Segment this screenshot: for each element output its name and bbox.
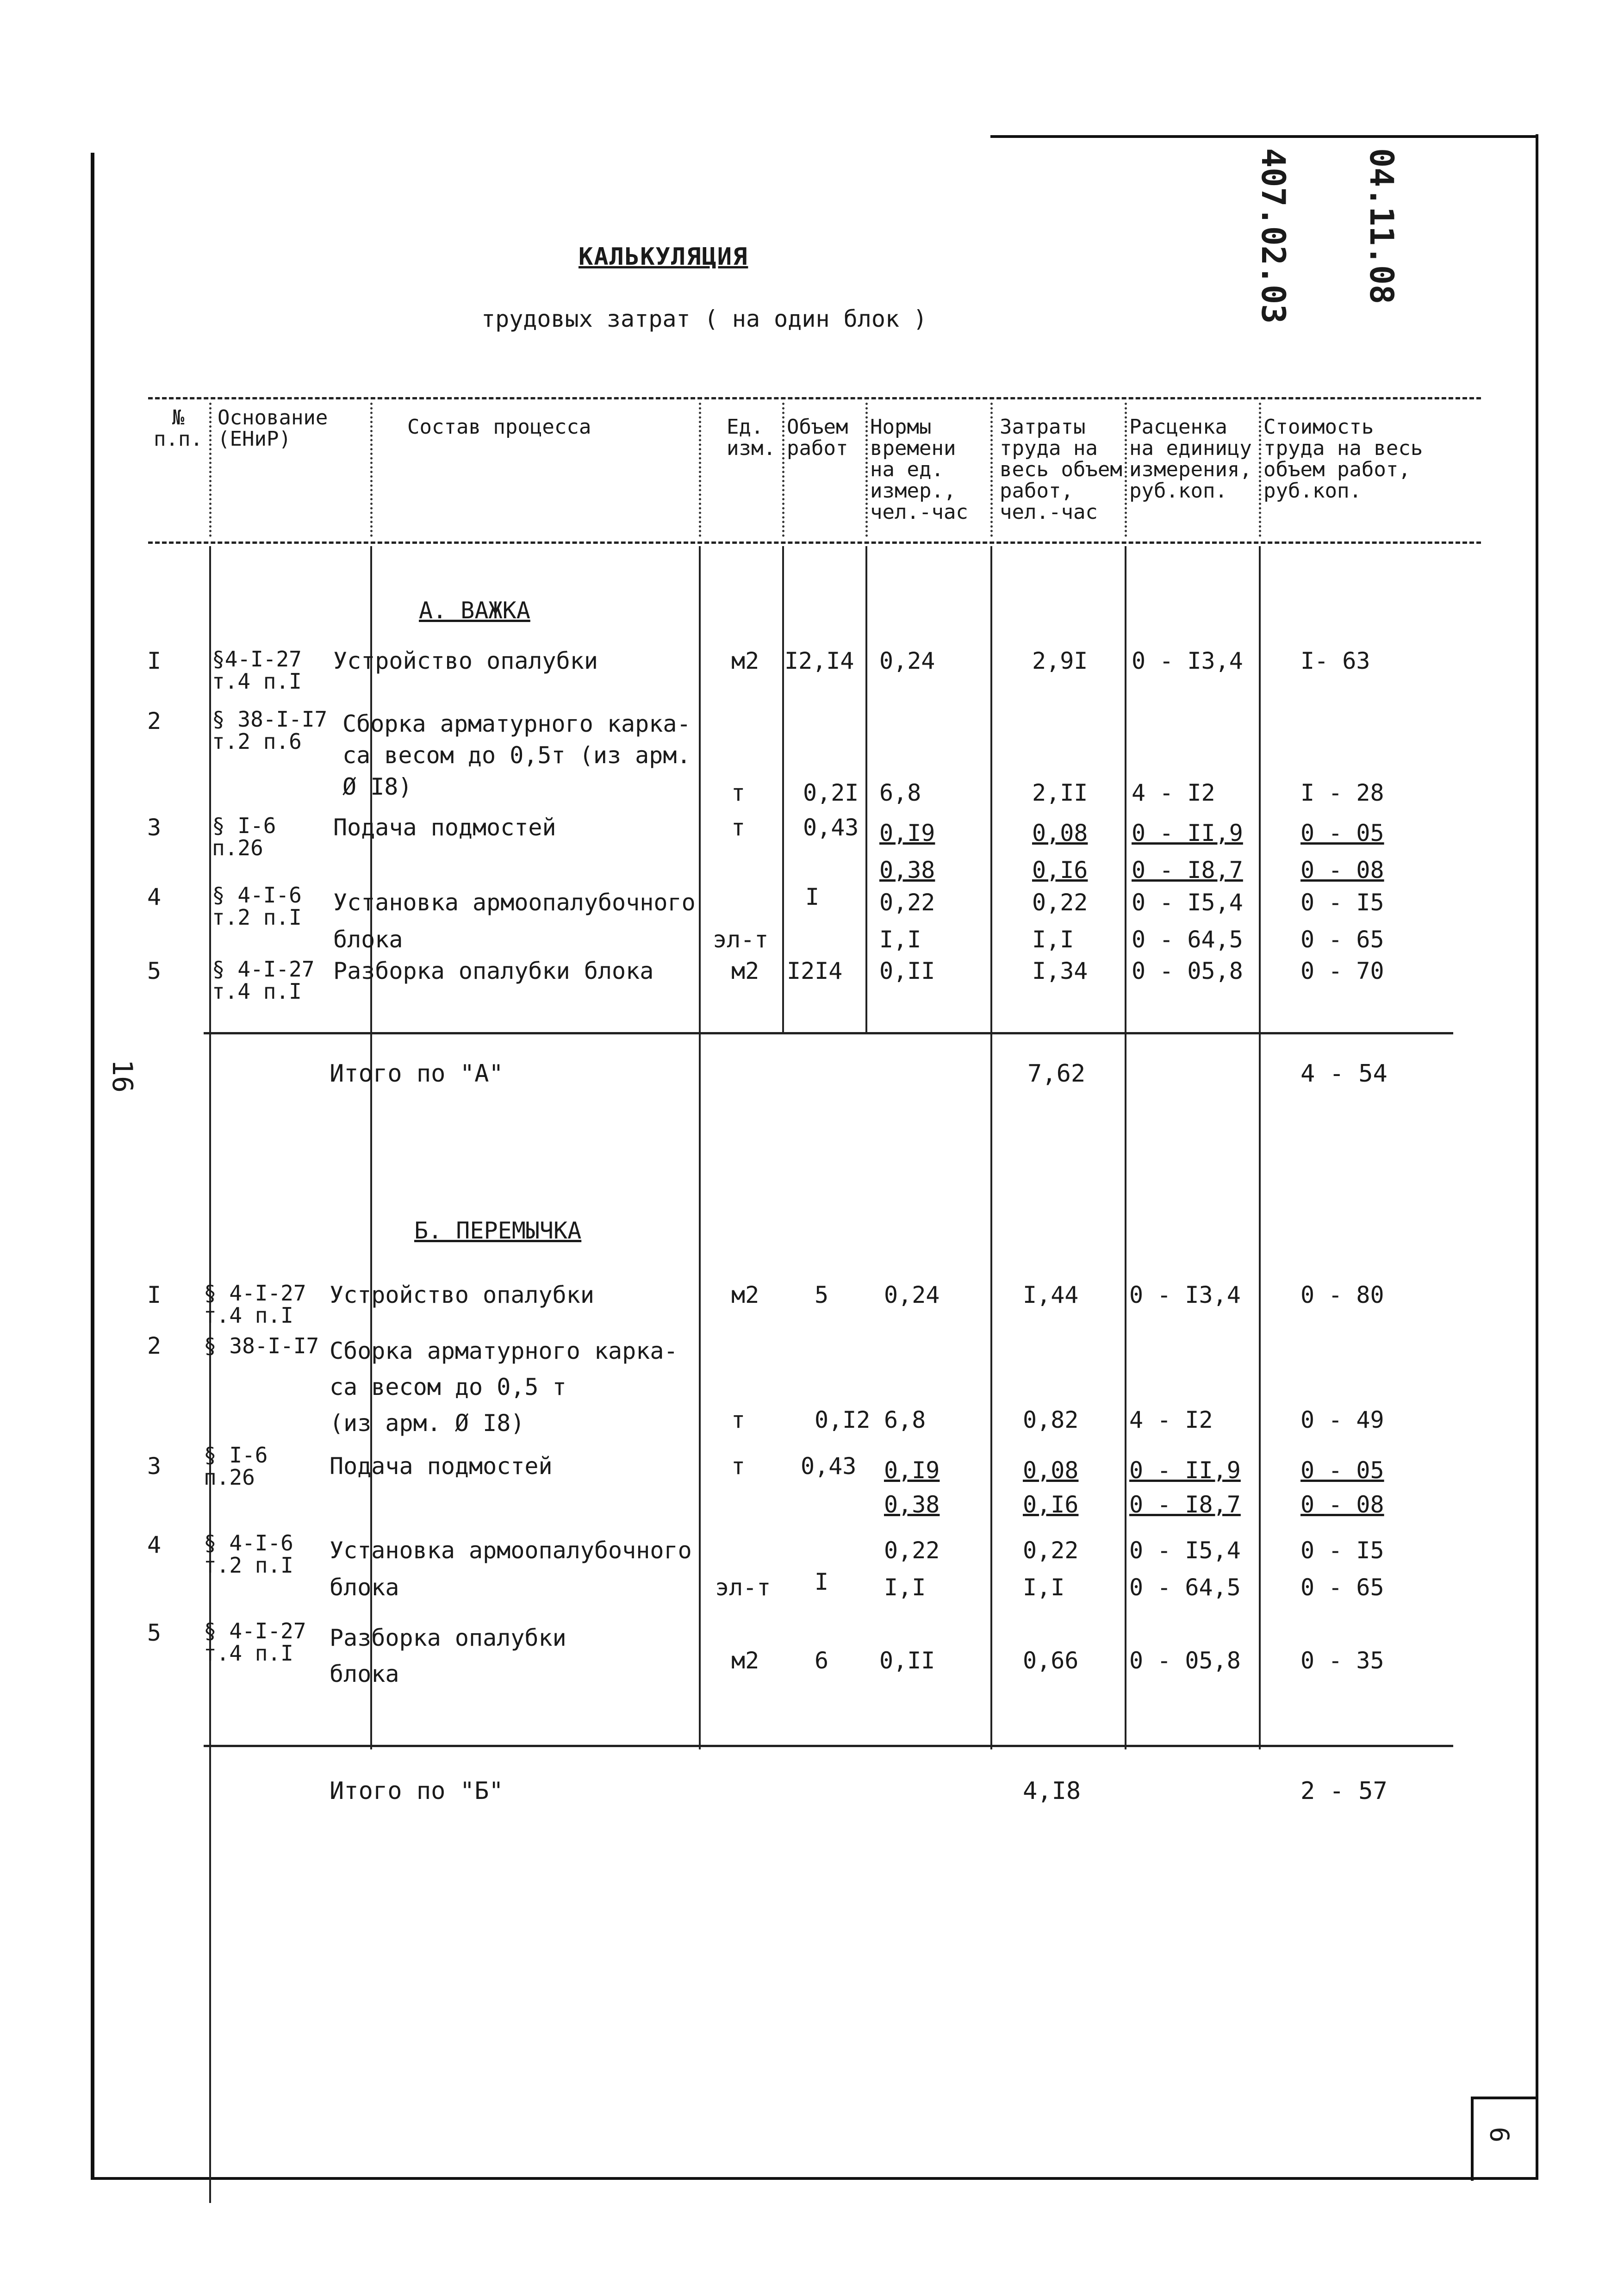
header-cost: Стоимость труда на весь объем работ, руб.коп. — [1263, 415, 1423, 503]
b-row4-basis: § 4-I-6 т.2 п.I — [204, 1531, 293, 1578]
a-row5-volume: I2I4 — [787, 958, 843, 984]
b-row2-norm: 6,8 — [884, 1406, 926, 1433]
a-row3-cost: 0 - 05 0 - 08 — [1300, 820, 1384, 884]
b-row3-basis: § I-6 п.26 — [204, 1443, 268, 1490]
section-b-total-line — [204, 1745, 1453, 1747]
b-row4-num: 4 — [147, 1531, 162, 1558]
a-row5-labor: I,34 — [1032, 958, 1088, 984]
a-row4-norm: 0,22 I,I — [879, 889, 935, 953]
header-separator — [865, 403, 868, 537]
b-row5-labor: 0,66 — [1023, 1647, 1079, 1674]
b-row1-process: Устройство опалубки — [330, 1282, 594, 1308]
header-separator — [209, 403, 212, 537]
b-row1-basis: § 4-I-27 т.4 п.I — [204, 1281, 306, 1328]
b-row2-rate: 4 - I2 — [1129, 1406, 1213, 1433]
header-separator — [782, 403, 784, 537]
a-row1-unit: м2 — [731, 647, 759, 674]
frame-top-border — [990, 135, 1538, 138]
b-row1-norm: 0,24 — [884, 1282, 940, 1308]
side-page-number: 16 — [106, 1059, 139, 1093]
a-row4-process: Установка армоопалубочного блока — [333, 889, 696, 953]
b-row2-cost: 0 - 49 — [1300, 1406, 1384, 1433]
header-rate: Расценка на единицу измерения, руб.коп. — [1129, 415, 1252, 503]
frame-bottom-border — [91, 2177, 1538, 2180]
a-row2-process: Сборка арматурного карка- са весом до 0,5т (из арм. Ø I8) — [342, 710, 691, 800]
a-row2-unit: т — [731, 779, 746, 806]
b-row3-num: 3 — [147, 1453, 162, 1480]
a-row1-norm: 0,24 — [879, 647, 935, 674]
b-row2-labor: 0,82 — [1023, 1406, 1079, 1433]
b-row3-process: Подача подмостей — [330, 1453, 553, 1480]
a-row1-volume: I2,I4 — [784, 647, 854, 674]
b-row2-unit: т — [731, 1406, 746, 1433]
header-volume: Объем работ — [787, 415, 848, 460]
b-row5-process: Разборка опалубки блока — [330, 1624, 566, 1687]
section-title-b: Б. ПЕРЕМЫЧКА — [414, 1217, 582, 1244]
a-row3-process: Подача подмостей — [333, 814, 556, 841]
b-row5-volume: 6 — [815, 1647, 829, 1674]
b-row5-norm: 0,II — [879, 1647, 935, 1674]
a-row1-basis: §4-I-27 т.4 п.I — [212, 647, 302, 694]
header-bottom-line — [148, 541, 1481, 544]
b-row5-basis: § 4-I-27 т.4 п.I — [204, 1618, 306, 1666]
frame-right-border — [1536, 134, 1538, 2180]
document-code-line-1: 04.11.08 — [1363, 148, 1400, 305]
a-row3-volume: 0,43 — [803, 814, 859, 841]
column-separator — [782, 546, 784, 1032]
frame-left-border — [91, 153, 94, 2180]
a-row5-norm: 0,II — [879, 958, 935, 984]
b-row2-basis: § 38-I-I7 — [204, 1333, 319, 1358]
b-row3-labor: 0,08 0,I6 — [1023, 1457, 1079, 1518]
b-row1-volume: 5 — [815, 1282, 829, 1308]
a-row4-rate: 0 - I5,4 0 - 64,5 — [1132, 889, 1243, 953]
header-basis: Основание (ЕНиР) — [218, 406, 328, 451]
a-row3-labor: 0,08 0,I6 — [1032, 820, 1088, 884]
b-row2-num: 2 — [147, 1332, 162, 1359]
b-row5-num: 5 — [147, 1619, 162, 1646]
section-a-total-labor: 7,62 — [1027, 1060, 1086, 1088]
column-separator — [1259, 546, 1261, 1749]
b-row1-num: I — [147, 1282, 162, 1308]
a-row1-labor: 2,9I — [1032, 647, 1088, 674]
b-row5-cost: 0 - 35 — [1300, 1647, 1384, 1674]
section-a-total-line — [204, 1032, 1453, 1034]
b-row3-norm: 0,I9 0,38 — [884, 1457, 940, 1518]
b-row1-cost: 0 - 80 — [1300, 1282, 1384, 1308]
a-row5-process: Разборка опалубки блока — [333, 958, 654, 984]
a-row2-labor: 2,II — [1032, 779, 1088, 806]
a-row3-num: 3 — [147, 814, 162, 841]
a-row4-cost: 0 - I5 0 - 65 — [1300, 889, 1384, 953]
section-a-total-label: Итого по "А" — [330, 1060, 504, 1088]
a-row2-rate: 4 - I2 — [1132, 779, 1215, 806]
header-num: № п.п. — [154, 406, 203, 451]
a-row5-unit: м2 — [731, 958, 759, 984]
a-row5-rate: 0 - 05,8 — [1132, 958, 1243, 984]
section-b-total-labor: 4,I8 — [1023, 1777, 1081, 1805]
header-separator — [699, 403, 701, 537]
header-top-line — [148, 397, 1481, 399]
b-row5-rate: 0 - 05,8 — [1129, 1647, 1241, 1674]
section-b-total-label: Итого по "Б" — [330, 1777, 504, 1805]
a-row2-volume: 0,2I — [803, 779, 859, 806]
b-row3-unit: т — [731, 1453, 746, 1480]
document-title: КАЛЬКУЛЯЦИЯ — [579, 243, 748, 271]
section-title-a: А. ВАЖКА — [419, 597, 530, 624]
b-row4-norm: 0,22 I,I — [884, 1537, 940, 1601]
b-row4-cost: 0 - I5 0 - 65 — [1300, 1537, 1384, 1601]
b-row1-unit: м2 — [731, 1282, 759, 1308]
a-row1-num: I — [147, 647, 162, 674]
a-row4-basis: § 4-I-6 т.2 п.I — [212, 883, 302, 930]
column-separator — [1125, 546, 1126, 1749]
a-row3-rate: 0 - II,9 0 - I8,7 — [1132, 820, 1243, 884]
column-separator — [209, 546, 211, 2203]
b-row2-volume: 0,I2 — [815, 1406, 871, 1433]
b-row5-unit: м2 — [731, 1647, 759, 1674]
a-row2-basis: § 38-I-I7 т.2 п.6 — [212, 707, 328, 754]
b-row3-cost: 0 - 05 0 - 08 — [1300, 1457, 1384, 1518]
b-row4-unit: эл-т — [715, 1574, 771, 1601]
b-row4-volume: I — [815, 1568, 829, 1595]
header-labor: Затраты труда на весь объем работ, чел.-час — [1000, 415, 1122, 524]
a-row5-basis: § 4-I-27 т.4 п.I — [212, 957, 315, 1004]
a-row5-cost: 0 - 70 — [1300, 958, 1384, 984]
document-subtitle: трудовых затрат ( на один блок ) — [481, 305, 927, 332]
b-row3-volume: 0,43 — [801, 1453, 857, 1480]
a-row1-cost: I- 63 — [1300, 647, 1370, 674]
header-separator — [990, 403, 993, 537]
header-separator — [370, 403, 373, 537]
a-row3-basis: § I-6 п.26 — [212, 813, 276, 860]
a-row2-num: 2 — [147, 708, 162, 734]
b-row2-process: Сборка арматурного карка- са весом до 0,5 т (из арм. Ø I8) — [330, 1338, 678, 1437]
b-row3-rate: 0 - II,9 0 - I8,7 — [1129, 1457, 1241, 1518]
a-row1-process: Устройство опалубки — [333, 647, 598, 674]
page-number: 6 — [1484, 2127, 1514, 2143]
a-row3-unit: т — [731, 814, 746, 841]
column-separator — [699, 546, 701, 1749]
a-row4-volume: I — [805, 884, 820, 910]
header-process: Состав процесса — [407, 415, 591, 439]
header-unit: Ед. изм. — [727, 415, 776, 460]
b-row4-labor: 0,22 I,I — [1023, 1537, 1079, 1601]
b-row1-labor: I,44 — [1023, 1282, 1079, 1308]
a-row1-rate: 0 - I3,4 — [1132, 647, 1243, 674]
header-separator — [1125, 403, 1127, 537]
a-row2-cost: I - 28 — [1300, 779, 1384, 806]
header-separator — [1259, 403, 1261, 537]
a-row4-unit: эл-т — [713, 926, 769, 953]
b-row1-rate: 0 - I3,4 — [1129, 1282, 1241, 1308]
column-separator — [865, 546, 867, 1032]
document-code — [1183, 148, 1472, 324]
a-row4-labor: 0,22 I,I — [1032, 889, 1088, 953]
a-row5-num: 5 — [147, 958, 162, 984]
b-row4-process: Установка армоопалубочного блока — [330, 1537, 692, 1601]
header-norm: Нормы времени на ед. измер., чел.-час — [870, 415, 968, 524]
section-a-total-cost: 4 - 54 — [1300, 1060, 1388, 1088]
section-b-total-cost: 2 - 57 — [1300, 1777, 1388, 1805]
a-row4-num: 4 — [147, 884, 162, 910]
a-row2-norm: 6,8 — [879, 779, 921, 806]
document-code-line-2: 407.02.03 — [1254, 148, 1292, 324]
a-row3-norm: 0,I9 0,38 — [879, 820, 935, 884]
column-separator — [990, 546, 992, 1749]
b-row4-rate: 0 - I5,4 0 - 64,5 — [1129, 1537, 1241, 1601]
